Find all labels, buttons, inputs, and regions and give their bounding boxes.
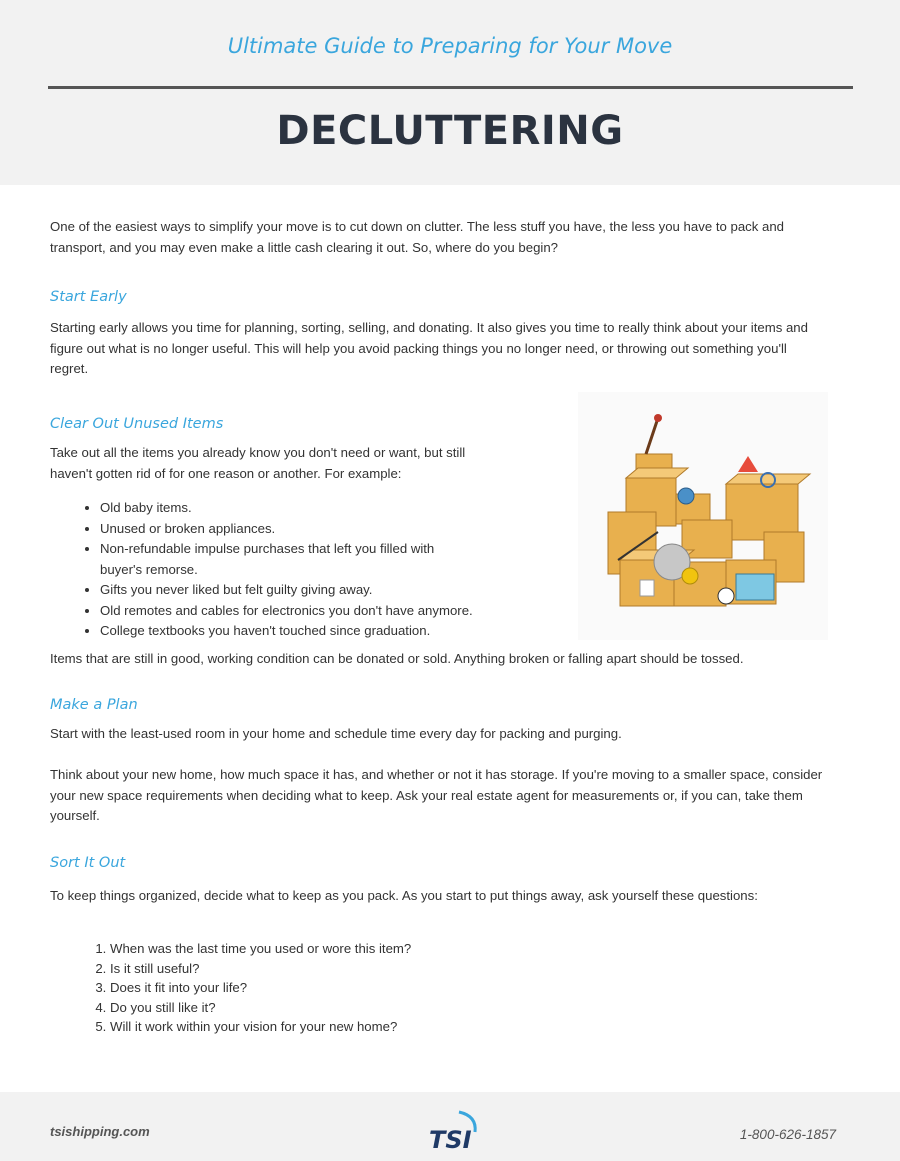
heading-start-early: Start Early <box>50 289 127 305</box>
list-item: 5. Will it work within your vision for your new home? <box>110 1017 610 1037</box>
start-early-paragraph: Starting early allows you time for planning, sorting, selling, and donating. It also gives you time to really think about your items and figure out what is no longer useful. This will help you avoid packing things you no longer need, or throwing out something you'll regret. <box>50 320 808 376</box>
list-item: • Unused or broken appliances. <box>100 519 540 540</box>
sort-out-paragraph: To keep things organized, decide what to keep as you pack. As you start to put things away, ask yourself these questions: <box>50 888 758 903</box>
list-item: 2. Is it still useful? <box>110 959 610 979</box>
page-title: DECLUTTERING <box>276 108 624 154</box>
list-item: 4. Do you still like it? <box>110 998 610 1018</box>
moving-boxes-illustration <box>578 392 828 640</box>
phone-number: 1-800-626-1857 <box>739 1127 836 1142</box>
clear-out-paragraph: Take out all the items you already know you don't need or want, but still haven't gotten rid of for one reason or another. For example: <box>50 445 466 481</box>
make-plan-paragraph-2: Think about your new home, how much space it has, and whether or not it has storage. If you're moving to a smaller space, consider your new space requirements when deciding what to keep. Ask your real estate agent for measurements or, if you can, take them yourself. <box>50 767 823 823</box>
list-item: • Old baby items. <box>100 498 540 519</box>
list-item: 3. Does it fit into your life? <box>110 978 610 998</box>
boxes-icon <box>578 392 828 640</box>
logo-text: TSI <box>429 1126 472 1154</box>
header-divider <box>48 86 853 89</box>
page-header <box>0 0 900 185</box>
tsi-logo <box>425 1108 485 1156</box>
clear-out-after-paragraph: Items that are still in good, working condition can be donated or sold. Anything broken or falling apart should be tossed. <box>50 651 744 666</box>
unused-items-list <box>80 498 540 642</box>
list-item: • College textbooks you haven't touched since graduation. <box>100 621 540 642</box>
website-link[interactable]: tsishipping.com <box>50 1124 150 1139</box>
tsi-logo-icon <box>425 1108 485 1156</box>
make-plan-paragraph-1: Start with the least-used room in your home and schedule time every day for packing and purging. <box>50 726 622 741</box>
intro-paragraph: One of the easiest ways to simplify your move is to cut down on clutter. The less stuff you have, the less you have to pack and transport, and you may even make a little cash clearing it out. So, where do you begin? <box>50 219 785 255</box>
list-item: • Old remotes and cables for electronics you don't have anymore. <box>100 601 540 622</box>
list-item: • Gifts you never liked but felt guilty giving away. <box>100 580 540 601</box>
heading-make-plan: Make a Plan <box>50 697 138 713</box>
list-item: 1. When was the last time you used or wore this item? <box>110 939 610 959</box>
guide-subtitle: Ultimate Guide to Preparing for Your Move <box>227 34 673 58</box>
questions-list <box>88 939 610 1037</box>
list-item: • Non-refundable impulse purchases that left you filled with buyer's remorse. <box>100 539 450 580</box>
page-footer <box>0 1092 900 1161</box>
heading-sort-out: Sort It Out <box>50 855 126 871</box>
heading-clear-out: Clear Out Unused Items <box>50 416 224 432</box>
